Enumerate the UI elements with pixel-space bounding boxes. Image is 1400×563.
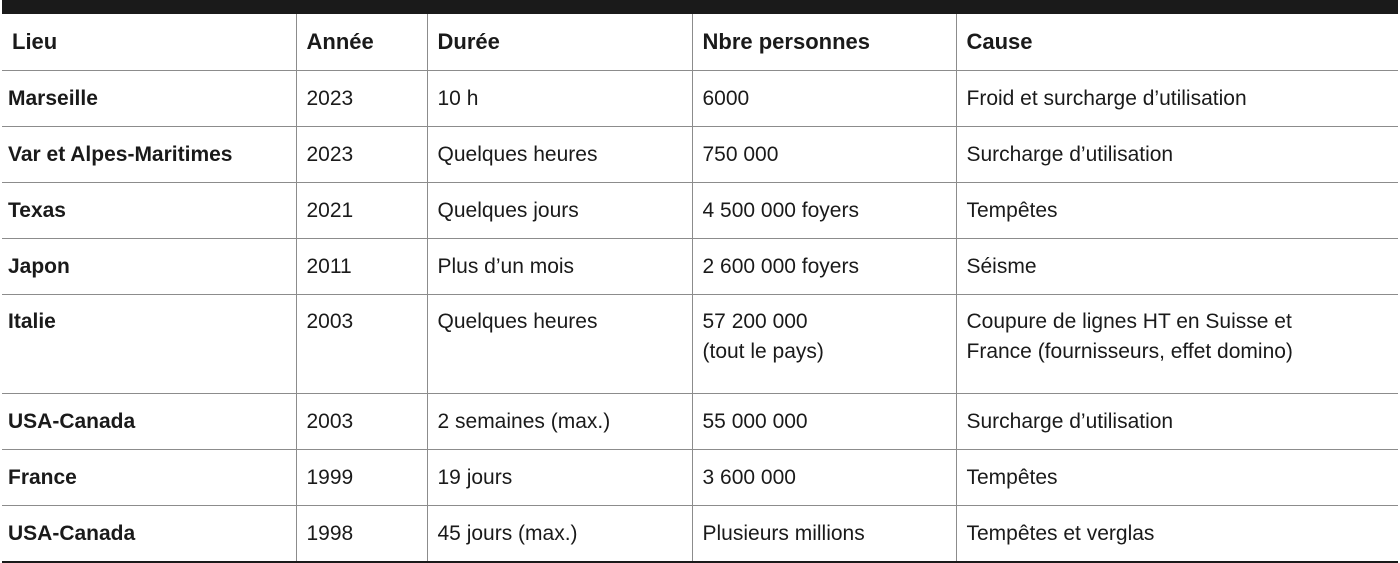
- cell-cause: [956, 239, 1398, 295]
- blackout-table: [2, 0, 1398, 563]
- cell-cause: [956, 295, 1398, 394]
- cell-nbre-personnes-line: 2 600 000 foyers: [702, 254, 859, 278]
- table-row: [2, 127, 1398, 183]
- cell-duree: 2 semaines (max.): [427, 394, 692, 450]
- cell-cause-line: Surcharge d’utilisation: [966, 142, 1174, 166]
- cell-cause-line: Tempêtes: [966, 465, 1058, 489]
- table-body: [2, 71, 1398, 563]
- cell-cause-line: Séisme: [966, 254, 1037, 278]
- cell-duree: Plus d’un mois: [427, 239, 692, 295]
- cell-cause: [956, 71, 1398, 127]
- cell-duree: Quelques heures: [427, 127, 692, 183]
- cell-annee: 2003: [296, 394, 427, 450]
- cell-duree: Quelques heures: [427, 295, 692, 394]
- cell-nbre-personnes-line: 3 600 000: [702, 465, 796, 489]
- table-row: [2, 450, 1398, 506]
- cell-duree: 19 jours: [427, 450, 692, 506]
- cell-annee: 2023: [296, 127, 427, 183]
- table-header-row: [2, 14, 1398, 71]
- cell-nbre-personnes: [692, 183, 956, 239]
- cell-lieu: USA-Canada: [2, 506, 296, 563]
- table-row: [2, 71, 1398, 127]
- cell-nbre-personnes: [692, 295, 956, 394]
- cell-nbre-personnes: [692, 127, 956, 183]
- cell-cause: [956, 127, 1398, 183]
- cell-cause: [956, 183, 1398, 239]
- cell-annee: 2021: [296, 183, 427, 239]
- cell-annee: 2023: [296, 71, 427, 127]
- table-row: [2, 506, 1398, 563]
- cell-duree: 45 jours (max.): [427, 506, 692, 563]
- header-annee: Année: [296, 14, 427, 71]
- header-duree: Durée: [427, 14, 692, 71]
- cell-annee: 2011: [296, 239, 427, 295]
- cell-lieu: Marseille: [2, 71, 296, 127]
- cell-annee: 2003: [296, 295, 427, 394]
- table-row: [2, 394, 1398, 450]
- cell-lieu: USA-Canada: [2, 394, 296, 450]
- cell-lieu: Japon: [2, 239, 296, 295]
- cell-nbre-personnes-line: (tout le pays): [702, 340, 824, 363]
- cell-cause: [956, 394, 1398, 450]
- cell-cause-line: France (fournisseurs, effet domino): [966, 340, 1293, 363]
- cell-nbre-personnes: [692, 506, 956, 563]
- cell-nbre-personnes-line: 4 500 000 foyers: [702, 198, 859, 222]
- page: [2, 0, 1398, 556]
- cell-nbre-personnes-line: 57 200 000: [702, 310, 808, 333]
- cell-lieu: France: [2, 450, 296, 506]
- cell-nbre-personnes: [692, 450, 956, 506]
- table-row: [2, 183, 1398, 239]
- cell-cause-line: Tempêtes: [966, 198, 1058, 222]
- header-lieu: Lieu: [2, 14, 296, 71]
- cell-nbre-personnes-line: 6000: [702, 86, 750, 110]
- cell-nbre-personnes: [692, 71, 956, 127]
- cell-cause: [956, 506, 1398, 563]
- cell-lieu: Italie: [2, 295, 296, 394]
- table-row: [2, 239, 1398, 295]
- cell-annee: 1999: [296, 450, 427, 506]
- cell-cause-line: Froid et surcharge d’utilisation: [966, 86, 1247, 110]
- cell-duree: Quelques jours: [427, 183, 692, 239]
- cell-cause-line: Coupure de lignes HT en Suisse et: [966, 310, 1292, 333]
- cell-nbre-personnes-line: 750 000: [702, 142, 779, 166]
- cell-lieu: Texas: [2, 183, 296, 239]
- cell-lieu: Var et Alpes-Maritimes: [2, 127, 296, 183]
- cell-duree: 10 h: [427, 71, 692, 127]
- cell-nbre-personnes: [692, 394, 956, 450]
- cell-nbre-personnes-line: Plusieurs millions: [702, 521, 865, 545]
- header-nbre-personnes: Nbre personnes: [692, 14, 956, 71]
- table-top-rule: [2, 0, 1398, 14]
- header-cause: Cause: [956, 14, 1398, 71]
- cell-annee: 1998: [296, 506, 427, 563]
- cell-cause-line: Tempêtes et verglas: [966, 521, 1155, 545]
- cell-nbre-personnes: [692, 239, 956, 295]
- cell-cause: [956, 450, 1398, 506]
- cell-cause-line: Surcharge d’utilisation: [966, 409, 1174, 433]
- table-row: [2, 295, 1398, 394]
- cell-nbre-personnes-line: 55 000 000: [702, 409, 808, 433]
